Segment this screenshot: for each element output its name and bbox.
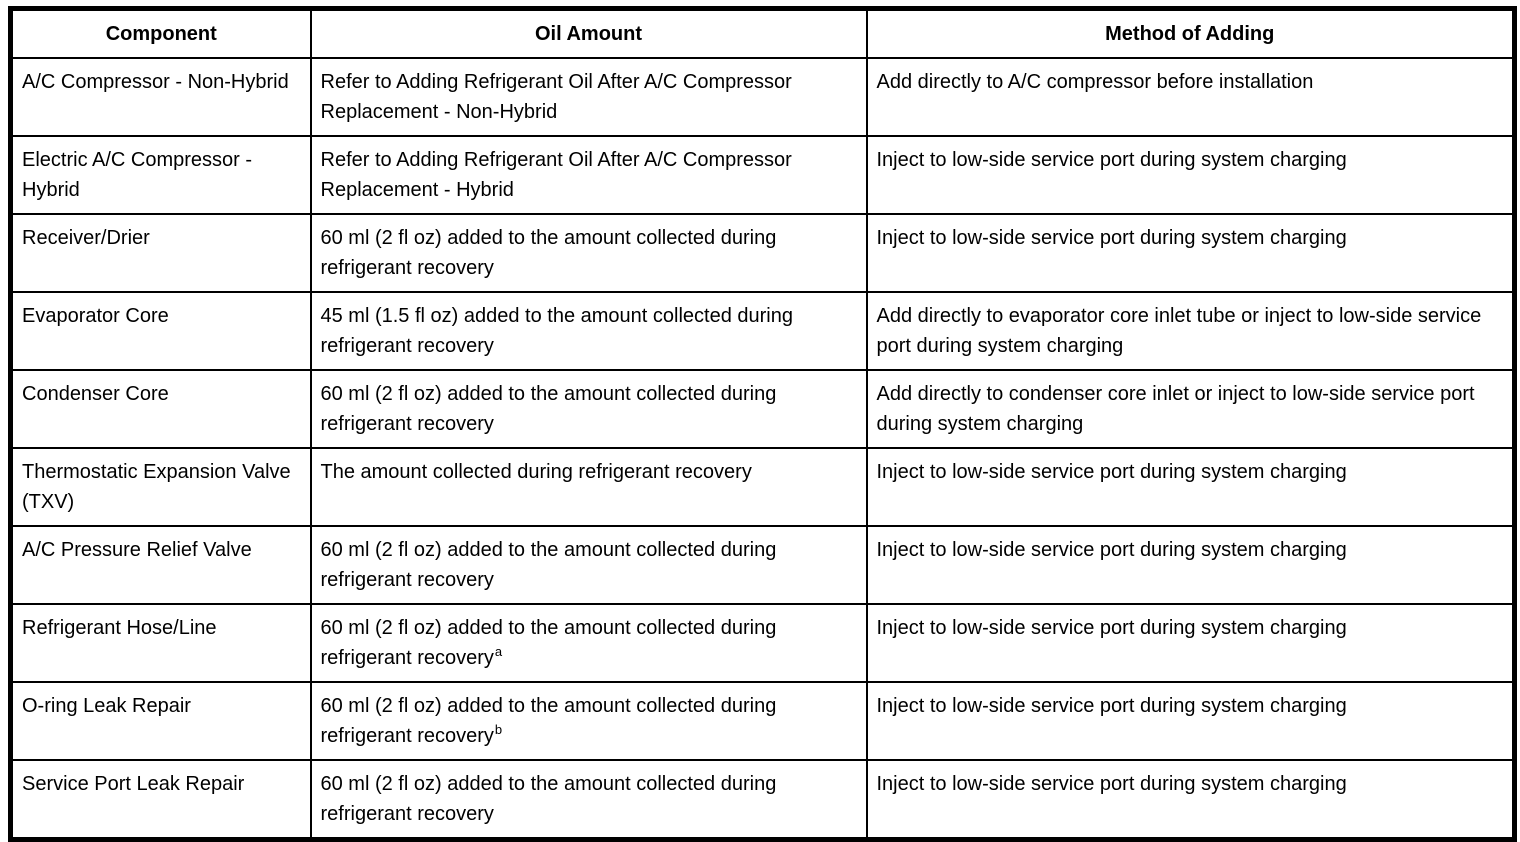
cell-oil-amount: The amount collected during refrigerant recovery [311, 448, 867, 526]
cell-component: Electric A/C Compressor - Hybrid [11, 136, 311, 214]
cell-oil-amount: 60 ml (2 fl oz) added to the amount collected during refrigerant recovery [311, 370, 867, 448]
cell-method: Inject to low-side service port during system charging [867, 682, 1515, 760]
table-row [11, 292, 1515, 370]
cell-component: Service Port Leak Repair [11, 760, 311, 840]
table-row [11, 214, 1515, 292]
cell-component: Receiver/Drier [11, 214, 311, 292]
cell-oil-amount: 45 ml (1.5 fl oz) added to the amount collected during refrigerant recovery [311, 292, 867, 370]
cell-component: Evaporator Core [11, 292, 311, 370]
table-row [11, 526, 1515, 604]
cell-oil-amount [311, 682, 867, 760]
footnote-marker-b: b [494, 722, 503, 738]
table-row [11, 604, 1515, 682]
cell-oil-amount [311, 604, 867, 682]
table-row [11, 682, 1515, 760]
column-header-component: Component [11, 9, 311, 59]
cell-method: Add directly to A/C compressor before installation [867, 58, 1515, 136]
table-row [11, 448, 1515, 526]
cell-component: O-ring Leak Repair [11, 682, 311, 760]
cell-method: Inject to low-side service port during system charging [867, 136, 1515, 214]
cell-component: Thermostatic Expansion Valve (TXV) [11, 448, 311, 526]
table-row [11, 136, 1515, 214]
column-header-oil-amount: Oil Amount [311, 9, 867, 59]
table-row [11, 370, 1515, 448]
refrigerant-oil-table [8, 6, 1517, 842]
table-header-row [11, 9, 1515, 59]
oil-amount-text: 60 ml (2 fl oz) added to the amount collected during refrigerant recovery [320, 695, 777, 747]
column-header-method-of-adding: Method of Adding [867, 9, 1515, 59]
table-row [11, 760, 1515, 840]
cell-method: Inject to low-side service port during system charging [867, 526, 1515, 604]
cell-oil-amount: Refer to Adding Refrigerant Oil After A/C Compressor Replacement - Hybrid [311, 136, 867, 214]
cell-method: Inject to low-side service port during system charging [867, 214, 1515, 292]
cell-oil-amount: 60 ml (2 fl oz) added to the amount collected during refrigerant recovery [311, 214, 867, 292]
cell-component: A/C Compressor - Non-Hybrid [11, 58, 311, 136]
cell-oil-amount: 60 ml (2 fl oz) added to the amount collected during refrigerant recovery [311, 760, 867, 840]
cell-method: Inject to low-side service port during system charging [867, 604, 1515, 682]
cell-method: Add directly to evaporator core inlet tube or inject to low-side service port during system charging [867, 292, 1515, 370]
cell-oil-amount: Refer to Adding Refrigerant Oil After A/C Compressor Replacement - Non-Hybrid [311, 58, 867, 136]
cell-method: Inject to low-side service port during system charging [867, 760, 1515, 840]
table-row [11, 58, 1515, 136]
cell-component: A/C Pressure Relief Valve [11, 526, 311, 604]
footnote-marker-a: a [494, 644, 503, 660]
cell-oil-amount: 60 ml (2 fl oz) added to the amount collected during refrigerant recovery [311, 526, 867, 604]
cell-component: Refrigerant Hose/Line [11, 604, 311, 682]
cell-method: Add directly to condenser core inlet or inject to low-side service port during system charging [867, 370, 1515, 448]
oil-amount-text: 60 ml (2 fl oz) added to the amount collected during refrigerant recovery [320, 617, 777, 669]
cell-method: Inject to low-side service port during system charging [867, 448, 1515, 526]
cell-component: Condenser Core [11, 370, 311, 448]
